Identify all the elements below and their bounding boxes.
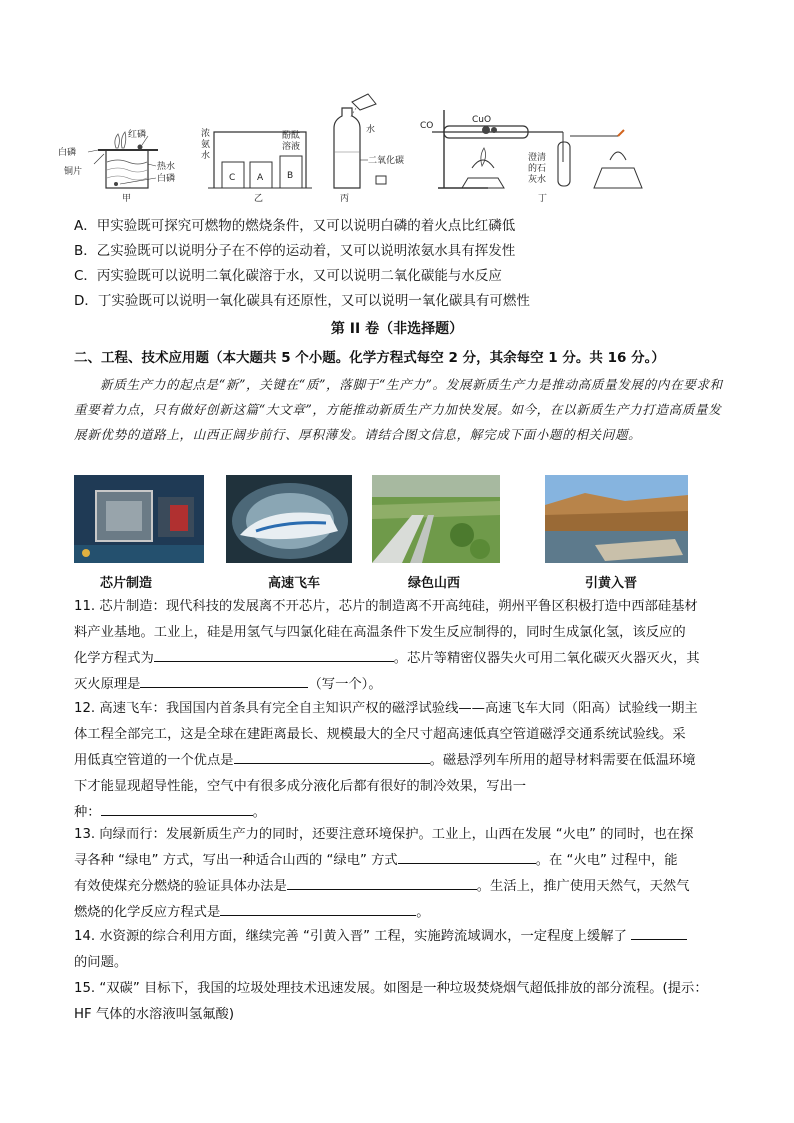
option-c: C．丙实验既可以说明二氧化碳溶于水，又可以说明二氧化碳能与水反应 (74, 268, 502, 284)
apparatus-figure (58, 92, 698, 204)
q11-blank-equation[interactable] (154, 647, 394, 662)
label-chengqing: 澄清的石灰水 (528, 153, 547, 185)
label-eryanghuatan: 二氧化碳 (368, 156, 405, 166)
q13-line-4 (74, 900, 734, 926)
apparatus-drawing (58, 92, 698, 204)
option-b: B．乙实验既可以说明分子在不停的运动着，又可以说明浓氨水具有挥发性 (74, 243, 516, 259)
caption-ding: 丁 (538, 194, 548, 204)
label-beaker-a: A (257, 173, 264, 183)
label-fentai: 酚酞溶液 (282, 131, 301, 152)
q12-line-1: 12. 高速飞车：我国国内首条具有完全自主知识产权的磁浮试验线——高速飞车大同（阳高）试验线一期主 (74, 701, 698, 716)
photo-maglev (226, 475, 352, 563)
question-14 (74, 924, 734, 976)
q13-blank-equation[interactable] (220, 901, 416, 916)
q13-line-3 (74, 874, 734, 900)
q12-line-2: 体工程全部完工，这是全球在建距离最长、规模最大的全尺寸超高速低真空管道磁浮交通系统试验线。采 (74, 727, 686, 742)
question-15 (74, 976, 734, 1028)
caption-yellow-river: 引黄入晋 (585, 576, 638, 591)
q12-blank-advantage[interactable] (234, 749, 430, 764)
part-title: 二、工程、技术应用题（本大题共 5 个小题。化学方程式每空 2 分，其余每空 1 分。共 16 分。） (74, 350, 665, 366)
label-reshui: 热水 (157, 162, 176, 172)
label-bailin2: 白磷 (157, 174, 176, 184)
caption-bing: 丙 (340, 194, 350, 204)
q14-line-1 (74, 924, 734, 950)
label-beaker-c: C (229, 173, 236, 183)
q11-line-3a: 化学方程式为 (74, 651, 154, 666)
photo-green-shanxi (372, 475, 500, 563)
label-nonganshui: 浓氨水 (201, 129, 211, 161)
q11-line-2: 料产业基地。工业上，硅是用氢气与四氯化硅在高温条件下发生反应制得的，同时生成氯化氢，该反应的 (74, 625, 686, 640)
question-12 (74, 696, 734, 826)
photo-yellow-river (545, 475, 688, 563)
caption-yi: 乙 (254, 194, 264, 204)
option-d: D．丁实验既可以说明一氧化碳具有还原性，又可以说明一氧化碳具有可燃性 (74, 293, 530, 309)
q11-line-3b: 。芯片等精密仪器失火可用二氧化碳灭火器灭火，其 (393, 651, 700, 666)
label-co: CO (420, 121, 434, 131)
q14-line-1a: 14. 水资源的综合利用方面，继续完善 “引黄入晋” 工程，实施跨流域调水，一定程度上缓解了 (74, 929, 627, 944)
caption-maglev: 高速飞车 (268, 576, 321, 591)
q14-blank-problem[interactable] (631, 925, 687, 940)
q13-blank-green-power[interactable] (398, 849, 536, 864)
intro-paragraph: 新质生产力的起点是“新”，关键在“质”，落脚于“生产力”。发展新质生产力是推动高质量发展的内在要求和重要着力点，只有做好创新这篇“大文章”，方能推动新质生产力加快发展。如今，在以新质生产力打造高质量发展新优势的道路上，山西正阔步前行、厚积薄发。请结合图文信息，解完成下面小题的相关问题。 (74, 377, 723, 442)
label-honglin: 红磷 (128, 130, 147, 140)
q13-line-2 (74, 848, 734, 874)
q11-line-3 (74, 646, 734, 672)
q13-line-2a: 寻各种 “绿电” 方式，写出一种适合山西的 “绿电” 方式 (74, 853, 398, 868)
q12-blank-coolant[interactable] (101, 801, 253, 816)
q11-line-4a: 灭火原理是 (74, 677, 141, 692)
q12-line-3b: 。磁悬浮列车所用的超导材料需要在低温环境 (429, 753, 696, 768)
photo-chip (74, 475, 204, 563)
q13-blank-method[interactable] (287, 875, 477, 890)
q11-line-1: 11. 芯片制造：现代科技的发展离不开芯片，芯片的制造离不开高纯硅，朔州平鲁区积极打造中西部硅基材 (74, 599, 698, 614)
q13-line-4a: 燃烧的化学反应方程式是 (74, 905, 221, 920)
q12-line-5a: 种： (74, 805, 101, 820)
label-beaker-b: B (287, 171, 294, 181)
option-a: A．甲实验既可探究可燃物的燃烧条件，又可以说明白磷的着火点比红磷低 (74, 218, 516, 234)
question-11 (74, 594, 734, 698)
label-shui: 水 (366, 125, 376, 135)
q12-line-4: 下才能显现超导性能，空气中有很多成分液化后都有很好的制冷效果，写出一 (74, 779, 527, 794)
label-cuo: CuO (472, 115, 492, 125)
q13-line-3b: 。生活上，推广使用天然气，天然气 (476, 879, 690, 894)
question-13 (74, 822, 734, 926)
caption-green-shanxi: 绿色山西 (408, 576, 461, 591)
q11-blank-principle[interactable] (140, 673, 308, 688)
experiment-bing (334, 94, 386, 188)
q11-line-4b: （写一个）。 (308, 677, 382, 692)
q13-line-4b: 。 (416, 905, 430, 920)
q15-line-1: 15. “双碳” 目标下，我国的垃圾处理技术迅速发展。如图是一种垃圾焚烧烟气超低排放的部分流程。(提示： (74, 981, 708, 996)
q11-line-4 (74, 672, 734, 698)
label-bailin: 白磷 (58, 148, 77, 158)
q15-line-2: HF 气体的水溶液叫氢氟酸) (74, 1007, 235, 1022)
label-tongpian: 铜片 (64, 167, 83, 177)
experiment-jia (88, 132, 158, 188)
q12-line-5b: 。 (252, 805, 266, 820)
q14-line-2: 的问题。 (74, 955, 128, 970)
q13-line-3a: 有效使煤充分燃烧的验证具体办法是 (74, 879, 287, 894)
q13-line-2b: 。在 “火电” 过程中，能 (535, 853, 678, 868)
caption-chip: 芯片制造 (100, 576, 153, 591)
q12-line-3 (74, 748, 734, 774)
q13-line-1: 13. 向绿而行：发展新质生产力的同时，还要注意环境保护。工业上，山西在发展 “火电” 的同时，也在探 (74, 827, 694, 842)
section-title: 第 II 卷（非选择题） (330, 321, 464, 337)
q12-line-3a: 用低真空管道的一个优点是 (74, 753, 234, 768)
caption-jia: 甲 (122, 194, 132, 204)
